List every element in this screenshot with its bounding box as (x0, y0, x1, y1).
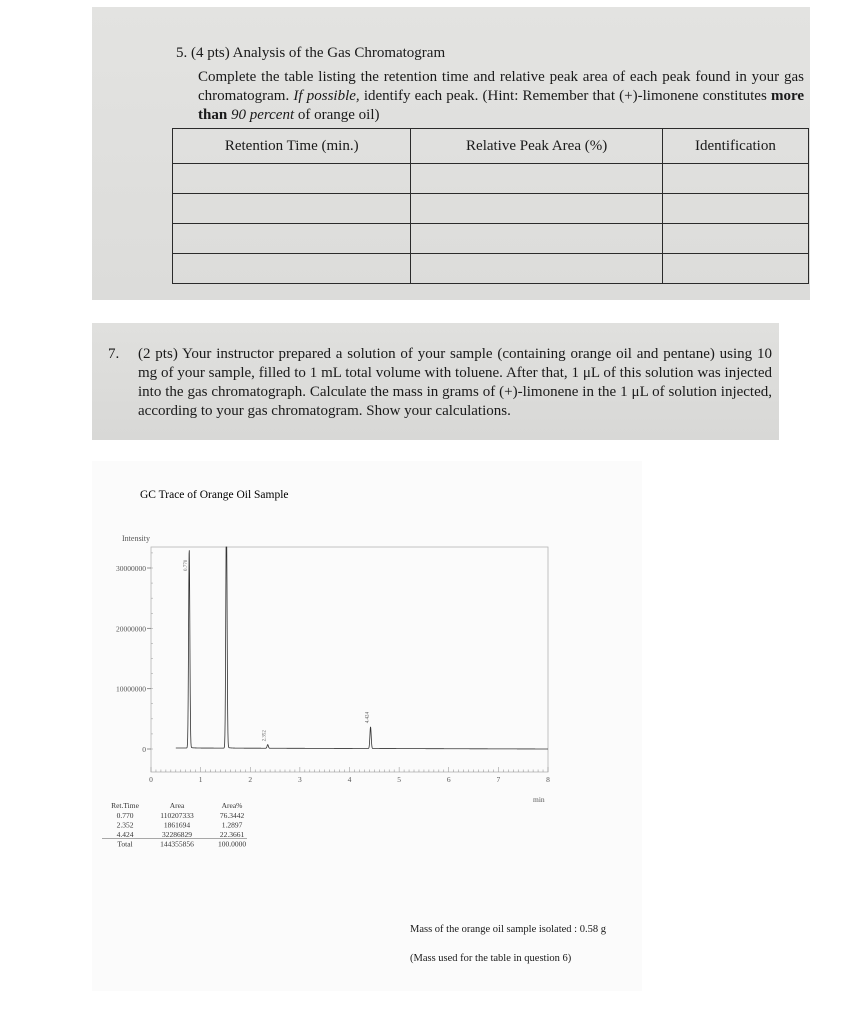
results-header: Area% (221, 801, 243, 810)
results-cell: 0.770 (116, 811, 134, 820)
plot-border (151, 547, 548, 772)
question-7-number: 7. (108, 346, 120, 362)
results-cell: 32286829 (162, 830, 192, 839)
table-row (173, 224, 809, 254)
table-cell[interactable] (411, 164, 662, 194)
gc-trace-chart (92, 461, 642, 991)
table-cell[interactable] (173, 224, 411, 254)
table-cell[interactable] (411, 194, 662, 224)
table-cell[interactable] (662, 254, 808, 284)
x-tick-label: 0 (149, 775, 153, 784)
results-cell: 4.424 (116, 830, 134, 839)
mass-isolated-note: Mass of the orange oil sample isolated : 0.58 g (410, 924, 606, 935)
peak-label: 0.770 (184, 559, 190, 571)
results-cell: 110207333 (160, 811, 194, 820)
results-cell: 22.3661 (219, 830, 245, 839)
question-7-photo (92, 323, 779, 440)
chart-title: GC Trace of Orange Oil Sample (140, 489, 289, 501)
x-tick-label: 1 (198, 775, 203, 784)
y-axis-ticks (116, 553, 153, 754)
gc-trace-panel (92, 461, 642, 991)
results-total: 100.0000 (217, 839, 247, 849)
results-total: Total (117, 839, 133, 849)
mass-used-note: (Mass used for the table in question 6) (410, 953, 572, 964)
table-cell[interactable] (173, 194, 411, 224)
header-relative-peak-area: Relative Peak Area (%) (411, 129, 662, 164)
gc-answer-table (172, 128, 809, 284)
chromatogram-trace (176, 547, 548, 749)
x-tick-label: 7 (496, 775, 501, 784)
results-cell: 1861694 (163, 820, 191, 830)
table-cell[interactable] (662, 224, 808, 254)
results-cell: 2.352 (116, 820, 134, 830)
plot-frame (151, 547, 548, 772)
x-axis-ticks (149, 767, 550, 784)
x-tick-label: 5 (397, 775, 401, 784)
question-7-text: (2 pts) Your instructor prepared a solution of your sample (containing orange oil and pentane) using 10 mg of your sample, filled to 1 mL total volume with toluene. After that, 1 μL of this solution was injected into the gas chromatograph. Calculate the mass in grams of (+)-limonene in the 1 μL of solution injected, according to your gas chromatogram. Show your calculations. (138, 346, 772, 419)
y-tick-label: 20000000 (116, 624, 146, 634)
table-header-row (173, 129, 809, 164)
x-tick-label: 8 (546, 775, 550, 784)
peak-label: 2.352 (262, 730, 268, 742)
y-tick-label: 30000000 (116, 564, 146, 573)
table-cell[interactable] (662, 194, 808, 224)
table-cell[interactable] (173, 254, 411, 284)
table-row (173, 164, 809, 194)
table-cell[interactable] (173, 164, 411, 194)
y-tick-label: 0 (142, 745, 146, 754)
table-row (173, 194, 809, 224)
x-tick-label: 3 (298, 775, 302, 784)
header-retention-time: Retention Time (min.) (173, 129, 411, 164)
y-axis-label: Intensity (122, 534, 150, 543)
x-axis-label: min (533, 795, 545, 804)
table-cell[interactable] (662, 164, 808, 194)
results-cell: 76.3442 (219, 811, 245, 820)
question-7 (108, 345, 772, 421)
results-total: 144355856 (160, 839, 194, 849)
question-5-heading: 5. (4 pts) Analysis of the Gas Chromatogram (176, 45, 446, 61)
question-5-instructions: Complete the table listing the retention time and relative peak area of each peak found in your gas chromatogram. If possible, identify each peak. (Hint: Remember that (+)-limonene constitutes more than 90 percent of orange oil) (198, 69, 804, 123)
x-tick-label: 6 (446, 775, 451, 784)
table-cell[interactable] (411, 254, 662, 284)
results-table (102, 801, 247, 849)
results-header: Ret.Time (111, 801, 139, 810)
table-row (173, 254, 809, 284)
table-cell[interactable] (411, 224, 662, 254)
results-cell: 1.2897 (221, 820, 243, 830)
y-tick-label: 10000000 (116, 684, 146, 694)
question-5-photo (92, 7, 810, 300)
trace-line (176, 547, 548, 749)
peak-label: 4.424 (365, 712, 371, 724)
header-identification: Identification (662, 129, 808, 164)
x-tick-label: 2 (248, 775, 253, 784)
results-header: Area (169, 801, 185, 810)
x-tick-label: 4 (347, 775, 352, 784)
peak-labels (184, 559, 370, 741)
